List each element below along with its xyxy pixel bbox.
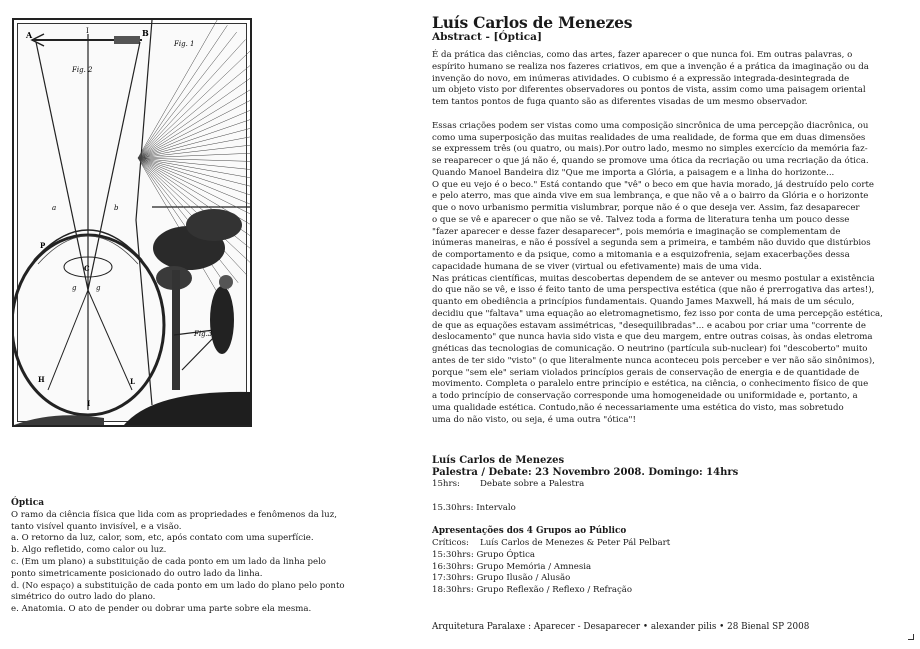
text-line: porque "sem ele" seriam violados princípios gerais de conservação de energia e de quantidade de — [432, 367, 860, 378]
text-line: Essas criações podem ser vistas como uma composição sincrônica de uma percepção diacrônica, ou — [432, 120, 869, 131]
ray-to-h — [48, 290, 88, 390]
light-ray — [138, 140, 250, 158]
label-fig1: Fig. 1 — [174, 40, 195, 48]
schedule-row — [432, 479, 912, 491]
text-line: um objeto visto por diferentes observadores ou pontos de vista, assim como uma paisagem oriental — [432, 85, 866, 96]
text-line: antes de ter sido "visto" (o que literalmente nunca aconteceu pois perceber e ver não são sinônimos), — [432, 355, 875, 366]
text-line: capacidade humana de se viver (virtual ou efetivamente) mais de uma vida. — [432, 261, 762, 272]
light-ray — [138, 158, 250, 208]
light-ray — [138, 75, 250, 158]
groups-heading: Apresentações dos 4 Grupos ao Público — [432, 526, 627, 537]
text-line: gnéticas das tecnologias de comunicação. O neutrino (partícula sub-nuclear) foi "descoberto" muito — [432, 344, 868, 354]
abstract-section — [432, 14, 912, 426]
text-line: movimento. Completa o paralelo entre princípio e estética, na ciência, o conhecimento físico de que — [432, 379, 869, 390]
definition-line: tanto visível quanto invisível, e a visão. — [11, 521, 182, 532]
schedule-time: 15hrs: — [432, 479, 460, 489]
ray-to-l — [88, 290, 132, 390]
text-line: decidiu que "faltava" uma equação ao eletromagnetismo, fez isso por conta de uma percepção estética, — [432, 308, 883, 319]
text-line: uma qualidade estética. Contudo,não é necessariamente uma estética do visto, mas sobretudo — [432, 402, 844, 413]
label-h: H — [38, 375, 45, 384]
text-line: que o novo urbanismo permitia vislumbrar, porque não é o que deseja ver. Assim, faz desaparecer — [432, 203, 860, 213]
text-line: Nas práticas científicas, muitas descobertas dependem de se antever ou mesmo postular a existência — [432, 273, 875, 284]
definition-line: a. O retorno da luz, calor, som, etc, após contato com uma superfície. — [11, 533, 314, 544]
text-line: tem tantos pontos de fuga quanto são as diferentes visadas de um mesmo observador. — [432, 97, 808, 107]
label-l: L — [130, 377, 135, 386]
label-fig2: Fig. 2 — [72, 66, 93, 74]
fig1-panel-edge — [136, 20, 152, 405]
label-i-top: I — [86, 27, 89, 35]
text-line: O que eu vejo é o beco." Está contando que "vê" o beco em que havia morado, já destruído pelo corte — [432, 179, 875, 190]
group-item: 16:30hrs: Grupo Memória / Amnesia — [432, 561, 592, 572]
label-a-low: a — [52, 204, 57, 212]
text-line: o que se vê e aparecer o que não se vê. Talvez toda a forma de literatura tenha um pouco desse — [432, 214, 850, 225]
label-b-low: b — [114, 204, 119, 212]
label-i-bottom: I — [87, 399, 91, 408]
definition-lines — [11, 510, 406, 616]
text-line: a todo princípio de conservação corresponde uma homogeneidade ou uniformidade e, portanto, a — [432, 391, 858, 401]
text-line: É da prática das ciências, como das artes, fazer aparecer o que nunca foi. Em outras palavras, o — [432, 50, 853, 60]
text-line: uma do não visto, ou seja, é uma outra "ótica"! — [432, 414, 636, 425]
light-ray — [138, 158, 250, 219]
text-line: se expressem três (ou quatro, ou mais).Por outro lado, mesmo no simples exercício da memória faz- — [432, 144, 868, 155]
group-list — [432, 550, 912, 597]
optics-definition — [11, 498, 406, 616]
label-c: C — [84, 264, 90, 273]
text-line: deslocamento" que nunca havia sido vista e que deu margem, entre outras coisas, às ondas eletroma — [432, 332, 873, 343]
abstract-paragraph-1 — [432, 50, 912, 109]
definition-heading: Óptica — [11, 498, 45, 508]
light-ray — [138, 106, 250, 158]
optics-engraving — [12, 18, 252, 427]
definition-line: ponto simetricamente posicionado do outro lado da linha. — [11, 568, 263, 579]
interval-line: 15.30hrs: Intervalo — [432, 502, 516, 513]
schedule-desc: Debate sobre a Palestra — [480, 479, 585, 489]
text-line: Quando Manoel Bandeira diz "Que me importa a Glória, a paisagem e a linha do horizonte... — [432, 167, 835, 178]
definition-line: c. (Em um plano) a substituição de cada ponto em um lado da linha pelo — [11, 556, 326, 567]
text-line: inúmeras maneiras, e não é possível a segunda sem a primeira, e também não duvido que distúrbios — [432, 238, 871, 249]
label-b-top: B — [142, 28, 149, 38]
text-line: do que não se vê, e isso é feito tanto de uma perspectiva estética (que não é prerrogativa das artes!), — [432, 285, 875, 296]
text-line: como uma superposição das muitas realidades de uma realidade, de forma que em duas dimensões — [432, 132, 866, 143]
critics-names: Luís Carlos de Menezes & Peter Pál Pelbart — [480, 538, 671, 549]
engraving-drawing — [14, 20, 250, 425]
event-headline: Palestra / Debate: 23 Novembro 2008. Domingo: 14hrs — [432, 467, 739, 478]
group-item: 15:30hrs: Grupo Óptica — [432, 549, 536, 560]
text-line: de comportamento e da psique, como a mitomania e a esquizofrenia, sejam exacerbações dessa — [432, 250, 850, 260]
critics-label: Críticos: — [432, 538, 469, 549]
text-line: se reaparecer o que já não é, quando se promove uma ótica da recriação ou uma recriação da ótica. — [432, 156, 869, 166]
definition-line: simétrico do outro lado do plano. — [11, 592, 156, 603]
text-line: "fazer aparecer e desse fazer desaparecer", pois memória e imaginação se complementam de — [432, 226, 841, 237]
text-line: quanto em obediência a princípios fundamentais. Quando James Maxwell, há mais de um século, — [432, 297, 855, 307]
label-fig3: Fig.3 — [194, 330, 213, 338]
group-item: 18:30hrs: Grupo Reflexão / Reflexo / Refração — [432, 584, 633, 595]
label-g2: g — [96, 284, 101, 292]
definition-line: O ramo da ciência física que lida com as propriedades e fenômenos da luz, — [11, 509, 337, 520]
light-ray — [138, 40, 246, 158]
light-ray — [138, 56, 250, 158]
light-ray — [138, 117, 250, 158]
label-g1: g — [72, 284, 77, 292]
footer-credit: Arquitetura Paralaxe : Aparecer - Desaparecer • alexander pilis • 28 Bienal SP 2008 — [432, 622, 810, 632]
label-p: P — [40, 241, 46, 250]
text-line: invenção do novo, em inúmeras atividades. O cubismo é a expressão integrada-desintegrada de — [432, 73, 850, 84]
text-line: e pelo aterro, mas que ainda vive em sua lembrança, e que não vê a o bairro da Glória e o horizonte — [432, 191, 869, 202]
eyeball — [14, 235, 164, 415]
text-line: espírito humano se realiza nos fazeres criativos, em que a invenção é a prática da imaginação ou da — [432, 61, 869, 72]
label-a-top: A — [26, 30, 33, 40]
abstract-subtitle: Abstract - [Óptica] — [432, 31, 542, 43]
event-schedule — [432, 455, 912, 597]
crop-mark — [908, 634, 914, 640]
author-title: Luís Carlos de Menezes — [432, 13, 633, 32]
tree-and-figure — [14, 209, 250, 425]
light-ray — [138, 32, 237, 158]
text-line: de que as equações estavam assimétricas, "desequilibradas"... e acabou por criar uma "corrente de — [432, 320, 866, 331]
speaker-name: Luís Carlos de Menezes — [432, 455, 565, 466]
critics-row — [432, 538, 912, 550]
light-ray — [138, 48, 250, 158]
arrow-fletching — [114, 36, 140, 44]
abstract-paragraph-2 — [432, 121, 912, 427]
definition-line: e. Anatomia. O ato de pender ou dobrar uma parte sobre ela mesma. — [11, 604, 312, 615]
group-item: 17:30hrs: Grupo Ilusão / Alusão — [432, 573, 571, 584]
definition-line: d. (No espaço) a substituição de cada ponto em um lado do plano pelo ponto — [11, 580, 345, 591]
definition-line: b. Algo refletido, como calor ou luz. — [11, 545, 167, 556]
